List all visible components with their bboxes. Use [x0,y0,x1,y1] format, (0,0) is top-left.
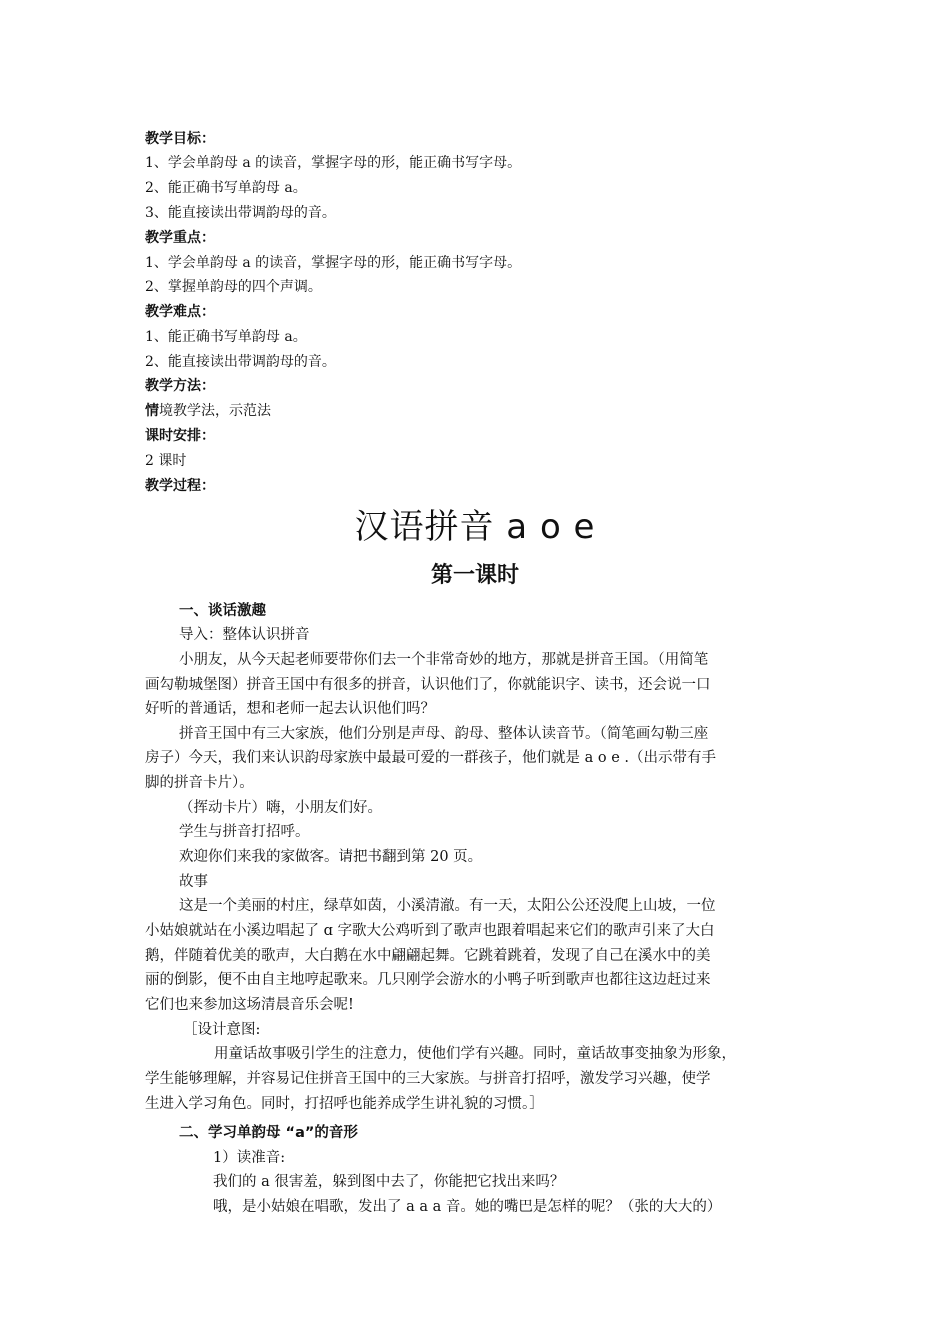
paragraph-line: 房子）今天，我们来认识韵母家族中最最可爱的一群孩子，他们就是 a o e .（出示带有手 [145,750,716,766]
paragraph-line: （挥动卡片）嗨，小朋友们好。 [179,800,382,816]
design-line: 生进入学习角色。同时，打招呼也能养成学生讲礼貌的习惯。］ [145,1096,544,1112]
process-heading: 教学过程： [145,478,215,494]
paragraph-line: 小朋友，从今天起老师要带你们去一个非常奇妙的地方，那就是拼音王国。（用简笔 [179,652,709,668]
section2-line: 我们的 a 很害羞，躲到图中去了，你能把它找出来吗？ [213,1174,565,1190]
paragraph-line: 画勾勒城堡图）拼音王国中有很多的拼音，认识他们了，你就能识字、读书，还会说一口 [145,677,711,693]
story-line: 这是一个美丽的村庄，绿草如茵，小溪清澈。有一天，太阳公公还没爬上山坡，一位 [179,898,716,914]
method-rest: 境教学法，示范法 [159,403,271,419]
paragraph-line: 好听的普通话，想和老师一起去认识他们吗？ [145,701,435,717]
key-item: 2、掌握单韵母的四个声调。 [145,279,322,295]
design-line: 学生能够理解，并容易记住拼音王国中的三大家族。与拼音打招呼，激发学习兴趣，使学 [145,1071,711,1087]
section1-heading: 一、谈话激趣 [179,603,266,619]
goals-heading: 教学目标： [145,131,215,147]
section1-intro: 导入：整体认识拼音 [179,627,310,643]
paragraph-line: 学生与拼音打招呼。 [179,824,310,840]
story-line: 它们也来参加这场清晨音乐会呢! [145,997,354,1013]
section2-heading: 二、学习单韵母 “a”的音形 [179,1125,358,1141]
method-heading: 教学方法： [145,378,215,394]
method-value [145,399,810,424]
goal-item: 1、学会单韵母 a 的读音，掌握字母的形，能正确书写字母。 [145,155,522,171]
key-item: 1、学会单韵母 a 的读音，掌握字母的形，能正确书写字母。 [145,255,522,271]
goal-item: 2、能正确书写单韵母 a。 [145,180,307,196]
main-title: 汉语拼音 a o e [354,507,596,547]
paragraph-line: 故事 [179,874,208,890]
story-line: 鹅，伴随着优美的歌声，大白鹅在水中翩翩起舞。它跳着跳着，发现了自己在溪水中的美 [145,948,711,964]
sub-title: 第一课时 [430,563,519,588]
difficulty-heading: 教学难点： [145,304,215,320]
schedule-value: 2 课时 [145,453,187,469]
paragraph-line: 脚的拼音卡片）。 [145,775,254,791]
story-line: 小姑娘就站在小溪边唱起了 ɑ 字歌大公鸡听到了歌声也跟着唱起来它们的歌声引来了大白 [145,923,715,939]
method-first-char: 情 [145,403,159,419]
design-label: ［设计意图: [183,1022,261,1038]
key-heading: 教学重点： [145,230,215,246]
difficulty-item: 2、能直接读出带调韵母的音。 [145,354,336,370]
section2-step: 1）读准音: [213,1150,286,1166]
paragraph-line: 拼音王国中有三大家族，他们分别是声母、韵母、整体认读音节。（简笔画勾勒三座 [179,726,709,742]
paragraph-line: 欢迎你们来我的家做客。请把书翻到第 20 页。 [179,849,483,865]
goal-item: 3、能直接读出带调韵母的音。 [145,205,336,221]
section2-line: 哦，是小姑娘在唱歌，发出了 a a a 音。她的嘴巴是怎样的呢？（张的大大的） [213,1199,722,1215]
difficulty-item: 1、能正确书写单韵母 a。 [145,329,307,345]
schedule-heading: 课时安排： [145,428,215,444]
design-line: 用童话故事吸引学生的注意力，使他们学有兴趣。同时，童话故事变抽象为形象， [214,1046,736,1062]
story-line: 丽的倒影，便不由自主地哼起歌来。几只刚学会游水的小鸭子听到歌声也都往这边赶过来 [145,972,711,988]
